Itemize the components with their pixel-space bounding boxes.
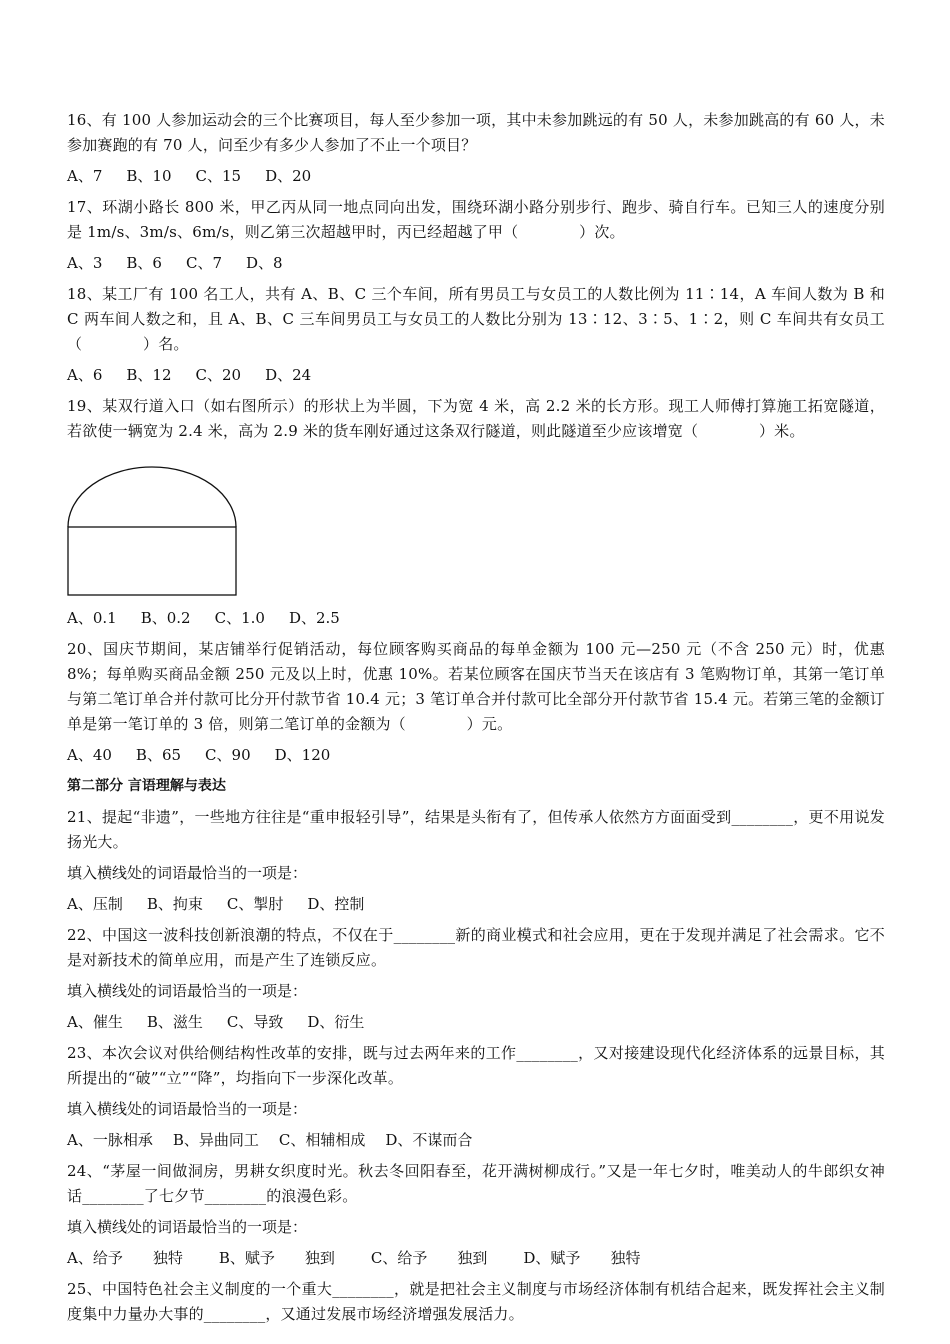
option-a: A、0.1 [67,609,117,627]
option-b: B、拘束 [146,895,203,913]
question-16-text: 16、有 100 人参加运动会的三个比赛项目，每人至少参加一项，其中未参加跳远的有 50 人，未参加跳高的有 60 人，未参加赛跑的有 70 人，问至少有多少人参加了不止一个项目？ [67,111,885,154]
option-b: B、滋生 [146,1013,203,1031]
option-a: A、3 [67,254,103,272]
question-20-text: 20、国庆节期间，某店铺举行促销活动，每位顾客购买商品的每单金额为 100 元—250 元（不含 250 元）时，优惠 8%；每单购买商品金额 250 元及以上时，优惠 10%。若某位顾客在国庆节当天在该店有 3 笔购物订单，其第一笔订单与第二笔订单合并付款可比分开付款节省 10.4 元；3 笔订单合并付款可比全部分开付款节省 15.4 元。若第三笔的金额订单是第一笔订单的 3 倍，则第二笔订单的金额为（ ）元。 [67,640,885,733]
question-16-options [67,164,885,189]
option-a: A、40 [67,746,112,764]
question-21-instruction: 填入横线处的词语最恰当的一项是： [67,864,308,882]
option-c: C、导致 [226,1013,284,1031]
option-c: C、掣肘 [226,895,284,913]
option-a: A、催生 [67,1013,123,1031]
question-17-options [67,251,885,276]
option-a: A、一脉相承 [67,1131,153,1149]
question-24-text: 24、“茅屋一间做洞房，男耕女织度时光。秋去冬回阳春至，花开满树柳成行。”又是一年七夕时，唯美动人的牛郎织女神话________了七夕节________的浪漫色彩。 [67,1162,885,1205]
option-a: A、压制 [67,895,123,913]
option-b-word-2: 独到 [304,1249,335,1267]
question-22-instruction: 填入横线处的词语最恰当的一项是： [67,982,308,1000]
option-b: B、10 [126,167,172,185]
question-19-options [67,606,885,631]
option-c: C、90 [205,746,251,764]
question-19-text: 19、某双行道入口（如右图所示）的形状上为半圆，下为宽 4 米，高 2.2 米的长方形。现工人师傅打算施工拓宽隧道，若欲使一辆宽为 2.4 米，高为 2.9 米的货车刚好通过这条双行隧道，则此隧道至少应该增宽（ ）米。 [67,397,885,440]
option-d: D、8 [246,254,283,272]
question-21-text: 21、提起“非遗”，一些地方往往是“重申报轻引导”，结果是头衔有了，但传承人依然方方面面受到________，更不用说发扬光大。 [67,808,885,851]
option-d-word-2: 独特 [610,1249,641,1267]
question-22-text: 22、中国这一波科技创新浪潮的特点，不仅在于________新的商业模式和社会应用，更在于发现并满足了社会需求。它不是对新技术的简单应用，而是产生了连锁反应。 [67,926,885,969]
tunnel-semicircle [68,467,236,527]
option-b: B、异曲同工 [172,1131,259,1149]
section-2-title: 第二部分 言语理解与表达 [67,778,226,794]
option-d: D、24 [265,366,312,384]
question-23-instruction: 填入横线处的词语最恰当的一项是： [67,1100,308,1118]
option-b: B、65 [135,746,182,764]
option-d: D、衍生 [307,1013,365,1031]
question-17-text: 17、环湖小路长 800 米，甲乙丙从同一地点同向出发，围绕环湖小路分别步行、跑步、骑自行车。已知三人的速度分别是 1m/s、3m/s、6m/s，则乙第三次超越甲时，丙已经超越了甲（ ）次。 [67,198,885,241]
question-18-text: 18、某工厂有 100 名工人，共有 A、B、C 三个车间，所有男员工与女员工的人数比例为 11∶14，A 车间人数为 B 和 C 两车间人数之和，且 A、B、C 三车间男员工与女员工的人数比分别为 13∶12、3∶5、1∶2，则 C 车间共有女员工（ ）名。 [67,285,885,353]
question-18-options [67,363,885,388]
tunnel-diagram [67,456,237,596]
tunnel-rectangle [68,527,236,595]
option-c-word-2: 独到 [457,1249,488,1267]
option-d: D、2.5 [288,609,340,627]
option-d: D、120 [274,746,331,764]
option-c: C、1.0 [214,609,265,627]
option-c: C、15 [195,167,242,185]
option-d: D、控制 [307,895,365,913]
option-c: C、相辅相成 [278,1131,366,1149]
option-d: D、20 [265,167,312,185]
option-b-word-1: B、赋予 [218,1249,275,1267]
option-b: B、12 [126,366,172,384]
option-d: D、不谋而合 [385,1131,473,1149]
option-c: C、7 [185,254,222,272]
option-c: C、20 [195,366,242,384]
question-22-options [67,1010,885,1035]
option-a: A、6 [67,366,103,384]
question-20-options [67,743,885,768]
question-24-options [67,1246,885,1271]
option-c-word-1: C、给予 [370,1249,428,1267]
option-d-word-1: D、赋予 [523,1249,581,1267]
question-25-text: 25、中国特色社会主义制度的一个重大________，就是把社会主义制度与市场经济体制有机结合起来，既发挥社会主义制度集中力量办大事的________，又通过发展市场经济增强发展活力。 [67,1280,885,1323]
question-23-options [67,1128,885,1153]
question-21-options [67,892,885,917]
option-b: B、6 [126,254,162,272]
option-a-word-2: 独特 [152,1249,183,1267]
question-24-instruction: 填入横线处的词语最恰当的一项是： [67,1218,308,1236]
question-23-text: 23、本次会议对供给侧结构性改革的安排，既与过去两年来的工作________，又对接建设现代化经济体系的远景目标，其所提出的“破”“立”“降”，均指向下一步深化改革。 [67,1044,885,1087]
option-a-word-1: A、给予 [67,1249,123,1267]
option-b: B、0.2 [140,609,191,627]
option-a: A、7 [67,167,103,185]
exam-page [67,108,885,1333]
